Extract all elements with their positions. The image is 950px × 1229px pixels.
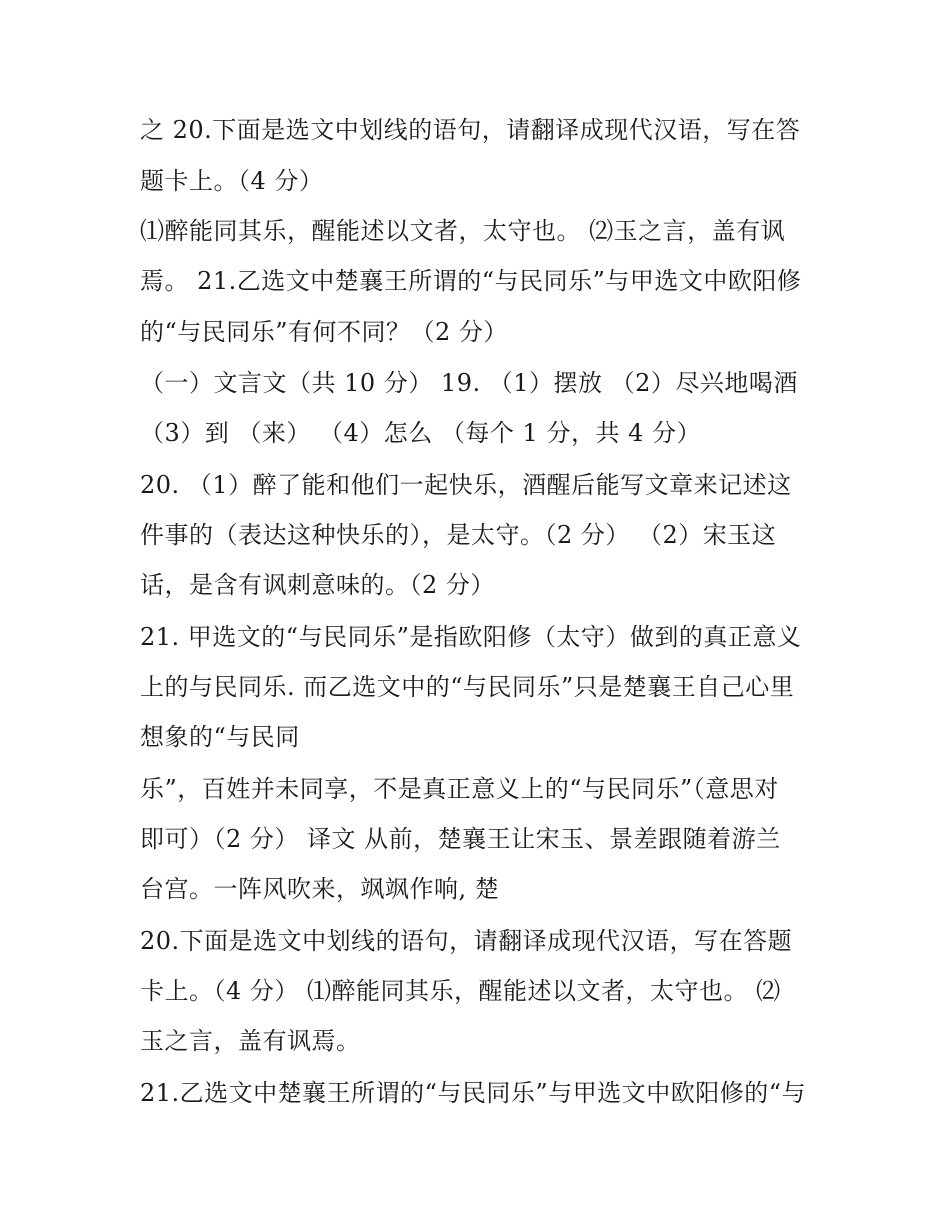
text-line: （一）文言文（共 10 分） 19. （1）摆放 （2）尽兴地喝酒 — [140, 369, 798, 397]
text-line: 件事的（表达这种快乐的），是太守。（2 分） （2）宋玉这 — [140, 521, 777, 549]
text-line: 题卡上。（4 分） — [140, 167, 324, 195]
text-line: 之 20.下面是选文中划线的语句，请翻译成现代汉语，写在答 — [140, 116, 801, 144]
text-line: 20. （1）醉了能和他们一起快乐，酒醒后能写文章来记述这 — [140, 471, 792, 499]
text-line: 即可）（2 分） 译文 从前，楚襄王让宋玉、景差跟随着游兰 — [140, 825, 781, 853]
text-line: 21.乙选文中楚襄王所谓的“与民同乐”与甲选文中欧阳修的“与 — [140, 1079, 806, 1107]
text-line: 上的与民同乐. 而乙选文中的“与民同乐”只是楚襄王自己心里 — [140, 673, 795, 701]
text-line: 21. 甲选文的“与民同乐”是指欧阳修（太守）做到的真正意义 — [140, 623, 802, 651]
text-line: 20.下面是选文中划线的语句，请翻译成现代汉语，写在答题 — [140, 927, 793, 955]
text-line: 台宫。一阵风吹来，飒飒作响, 楚 — [140, 875, 500, 903]
text-line: （3）到 （来） （4）怎么 （每个 1 分，共 4 分） — [140, 419, 701, 447]
text-line: 想象的“与民同 — [140, 723, 300, 751]
text-line: 卡上。（4 分） ⑴醉能同其乐，醒能述以文者，太守也。 ⑵ — [140, 977, 781, 1005]
text-line: 乐”，百姓并未同享，不是真正意义上的“与民同乐”（意思对 — [140, 775, 779, 803]
text-line: ⑴醉能同其乐，醒能述以文者，太守也。 ⑵玉之言，盖有讽 — [140, 217, 786, 245]
text-line: 的“与民同乐”有何不同？（2 分） — [140, 318, 508, 346]
text-line: 焉。 21.乙选文中楚襄王所谓的“与民同乐”与甲选文中欧阳修 — [140, 267, 802, 295]
text-line: 话，是含有讽刺意味的。（2 分） — [140, 571, 495, 599]
text-line: 玉之言，盖有讽焉。 — [140, 1027, 361, 1055]
